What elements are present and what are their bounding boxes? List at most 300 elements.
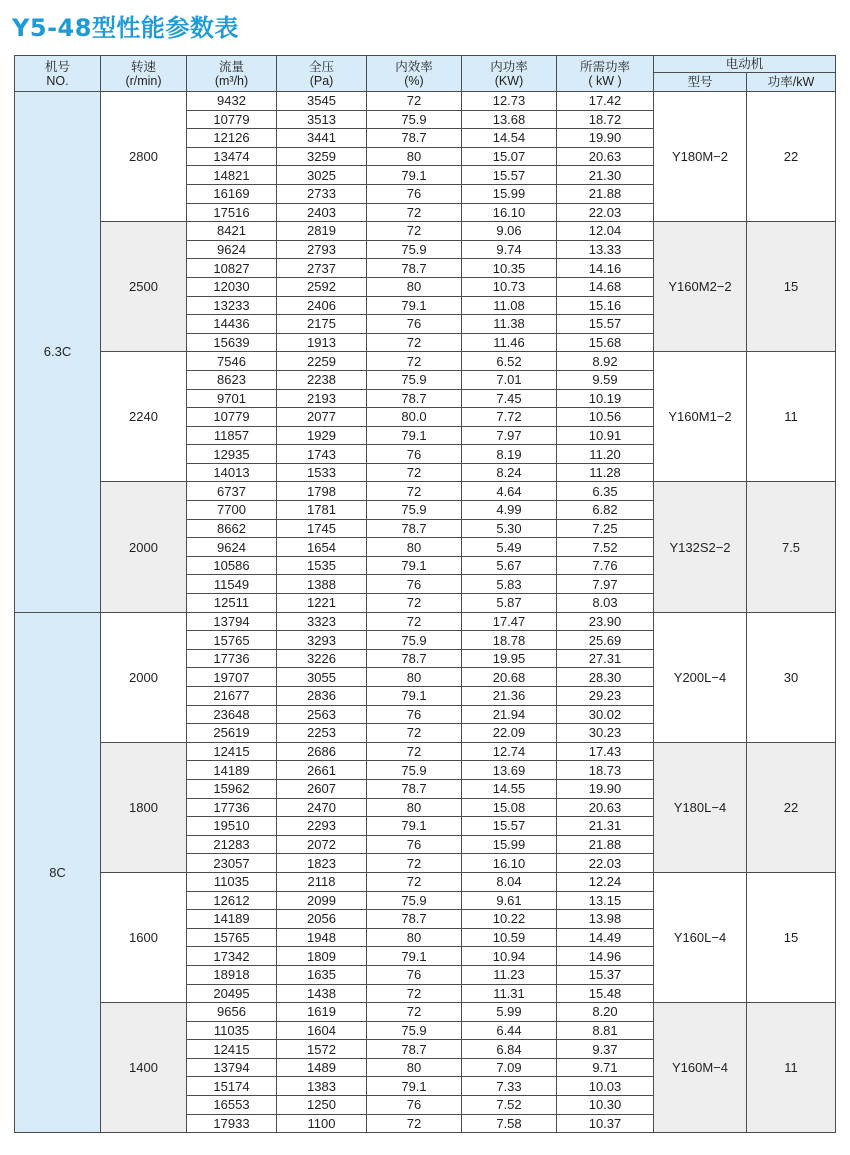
pressure-cell: 1383 [277,1077,367,1096]
pressure-cell: 2592 [277,277,367,296]
pressure-cell: 2737 [277,259,367,278]
internal-power-cell: 21.94 [462,705,557,724]
efficiency-cell: 80 [367,668,462,687]
internal-power-cell: 18.78 [462,631,557,650]
pressure-cell: 2293 [277,817,367,836]
pressure-cell: 2118 [277,872,367,891]
motor-type-cell: Y132S2−2 [654,482,747,612]
required-power-cell: 6.82 [557,501,654,520]
required-power-cell: 10.30 [557,1096,654,1115]
flow-cell: 17736 [187,798,277,817]
motor-power-cell: 22 [747,92,836,222]
required-power-cell: 8.03 [557,594,654,613]
required-power-cell: 14.16 [557,259,654,278]
required-power-cell: 10.03 [557,1077,654,1096]
flow-cell: 14013 [187,463,277,482]
flow-cell: 14189 [187,761,277,780]
flow-cell: 15639 [187,333,277,352]
pressure-cell: 3055 [277,668,367,687]
motor-type-cell: Y160M−4 [654,1003,747,1133]
efficiency-cell: 72 [367,203,462,222]
efficiency-cell: 76 [367,575,462,594]
pressure-cell: 1823 [277,854,367,873]
flow-cell: 15765 [187,631,277,650]
efficiency-cell: 80 [367,1058,462,1077]
internal-power-cell: 11.31 [462,984,557,1003]
efficiency-cell: 80 [367,538,462,557]
internal-power-cell: 10.59 [462,928,557,947]
required-power-cell: 12.04 [557,222,654,241]
pressure-cell: 1798 [277,482,367,501]
pressure-cell: 2470 [277,798,367,817]
table-row [15,482,836,501]
efficiency-cell: 80 [367,147,462,166]
flow-cell: 16553 [187,1096,277,1115]
internal-power-cell: 10.22 [462,910,557,929]
efficiency-cell: 80 [367,928,462,947]
flow-cell: 8421 [187,222,277,241]
pressure-cell: 1743 [277,445,367,464]
required-power-cell: 23.90 [557,612,654,631]
pressure-cell: 2733 [277,184,367,203]
flow-cell: 19707 [187,668,277,687]
efficiency-cell: 76 [367,1096,462,1115]
header-model: 机号 NO. [15,56,101,92]
flow-cell: 7700 [187,501,277,520]
efficiency-cell: 76 [367,445,462,464]
efficiency-cell: 72 [367,222,462,241]
pressure-cell: 2836 [277,687,367,706]
internal-power-cell: 15.99 [462,184,557,203]
flow-cell: 10586 [187,556,277,575]
required-power-cell: 20.63 [557,798,654,817]
internal-power-cell: 10.73 [462,277,557,296]
efficiency-cell: 78.7 [367,259,462,278]
pressure-cell: 2056 [277,910,367,929]
pressure-cell: 1929 [277,426,367,445]
efficiency-cell: 72 [367,724,462,743]
pressure-cell: 2563 [277,705,367,724]
header-efficiency: 内效率 (%) [367,56,462,92]
speed-cell: 2500 [101,222,187,352]
speed-cell: 2800 [101,92,187,222]
pressure-cell: 2259 [277,352,367,371]
required-power-cell: 15.57 [557,315,654,334]
required-power-cell: 13.98 [557,910,654,929]
table-row [15,92,836,111]
pressure-cell: 2819 [277,222,367,241]
pressure-cell: 1809 [277,947,367,966]
table-row [15,1003,836,1022]
flow-cell: 17516 [187,203,277,222]
motor-power-cell: 7.5 [747,482,836,612]
required-power-cell: 14.68 [557,277,654,296]
flow-cell: 12511 [187,594,277,613]
pressure-cell: 1533 [277,463,367,482]
internal-power-cell: 7.72 [462,408,557,427]
efficiency-cell: 72 [367,1114,462,1133]
internal-power-cell: 20.68 [462,668,557,687]
internal-power-cell: 10.94 [462,947,557,966]
efficiency-cell: 75.9 [367,1021,462,1040]
internal-power-cell: 4.99 [462,501,557,520]
table-row [15,872,836,891]
required-power-cell: 28.30 [557,668,654,687]
efficiency-cell: 78.7 [367,910,462,929]
efficiency-cell: 78.7 [367,129,462,148]
required-power-cell: 18.72 [557,110,654,129]
flow-cell: 11549 [187,575,277,594]
flow-cell: 13794 [187,1058,277,1077]
internal-power-cell: 15.99 [462,835,557,854]
flow-cell: 15962 [187,779,277,798]
motor-type-cell: Y160M1−2 [654,352,747,482]
required-power-cell: 10.19 [557,389,654,408]
speed-cell: 2000 [101,482,187,612]
flow-cell: 23648 [187,705,277,724]
efficiency-cell: 72 [367,594,462,613]
internal-power-cell: 6.52 [462,352,557,371]
efficiency-cell: 72 [367,854,462,873]
required-power-cell: 9.59 [557,370,654,389]
required-power-cell: 10.37 [557,1114,654,1133]
motor-power-cell: 11 [747,1003,836,1133]
speed-cell: 1800 [101,742,187,872]
pressure-cell: 1619 [277,1003,367,1022]
pressure-cell: 2099 [277,891,367,910]
speed-cell: 2240 [101,352,187,482]
required-power-cell: 15.68 [557,333,654,352]
pressure-cell: 3025 [277,166,367,185]
internal-power-cell: 15.57 [462,817,557,836]
flow-cell: 13474 [187,147,277,166]
table-row [15,612,836,631]
required-power-cell: 7.52 [557,538,654,557]
required-power-cell: 11.20 [557,445,654,464]
required-power-cell: 8.92 [557,352,654,371]
header-internal-power: 内功率 (KW) [462,56,557,92]
internal-power-cell: 14.55 [462,779,557,798]
internal-power-cell: 5.30 [462,519,557,538]
efficiency-cell: 76 [367,835,462,854]
pressure-cell: 2403 [277,203,367,222]
required-power-cell: 11.28 [557,463,654,482]
efficiency-cell: 72 [367,612,462,631]
efficiency-cell: 79.1 [367,687,462,706]
flow-cell: 21677 [187,687,277,706]
internal-power-cell: 9.74 [462,240,557,259]
motor-power-cell: 15 [747,872,836,1002]
motor-type-cell: Y160L−4 [654,872,747,1002]
pressure-cell: 1654 [277,538,367,557]
internal-power-cell: 8.19 [462,445,557,464]
required-power-cell: 30.02 [557,705,654,724]
efficiency-cell: 76 [367,315,462,334]
efficiency-cell: 75.9 [367,240,462,259]
required-power-cell: 7.97 [557,575,654,594]
efficiency-cell: 72 [367,742,462,761]
motor-type-cell: Y160M2−2 [654,222,747,352]
internal-power-cell: 11.38 [462,315,557,334]
pressure-cell: 2238 [277,370,367,389]
flow-cell: 19510 [187,817,277,836]
internal-power-cell: 17.47 [462,612,557,631]
flow-cell: 15765 [187,928,277,947]
pressure-cell: 1781 [277,501,367,520]
efficiency-cell: 78.7 [367,389,462,408]
efficiency-cell: 80.0 [367,408,462,427]
flow-cell: 15174 [187,1077,277,1096]
internal-power-cell: 7.52 [462,1096,557,1115]
flow-cell: 21283 [187,835,277,854]
pressure-cell: 3293 [277,631,367,650]
internal-power-cell: 5.83 [462,575,557,594]
flow-cell: 23057 [187,854,277,873]
internal-power-cell: 9.06 [462,222,557,241]
flow-cell: 9624 [187,240,277,259]
efficiency-cell: 75.9 [367,631,462,650]
required-power-cell: 10.56 [557,408,654,427]
table-row [15,742,836,761]
pressure-cell: 3545 [277,92,367,111]
internal-power-cell: 8.24 [462,463,557,482]
flow-cell: 17933 [187,1114,277,1133]
page-title: Y5-48型性能参数表 [12,14,239,42]
required-power-cell: 14.96 [557,947,654,966]
internal-power-cell: 13.68 [462,110,557,129]
required-power-cell: 21.88 [557,184,654,203]
internal-power-cell: 7.45 [462,389,557,408]
motor-type-cell: Y200L−4 [654,612,747,742]
internal-power-cell: 15.07 [462,147,557,166]
pressure-cell: 3323 [277,612,367,631]
efficiency-cell: 78.7 [367,649,462,668]
internal-power-cell: 14.54 [462,129,557,148]
flow-cell: 18918 [187,965,277,984]
pressure-cell: 1948 [277,928,367,947]
required-power-cell: 20.63 [557,147,654,166]
internal-power-cell: 12.73 [462,92,557,111]
internal-power-cell: 7.33 [462,1077,557,1096]
efficiency-cell: 72 [367,92,462,111]
required-power-cell: 13.33 [557,240,654,259]
pressure-cell: 2686 [277,742,367,761]
speed-cell: 2000 [101,612,187,742]
flow-cell: 14436 [187,315,277,334]
efficiency-cell: 72 [367,984,462,1003]
pressure-cell: 2607 [277,779,367,798]
flow-cell: 13794 [187,612,277,631]
required-power-cell: 29.23 [557,687,654,706]
efficiency-cell: 80 [367,277,462,296]
required-power-cell: 13.15 [557,891,654,910]
required-power-cell: 9.71 [557,1058,654,1077]
efficiency-cell: 72 [367,463,462,482]
pressure-cell: 1572 [277,1040,367,1059]
required-power-cell: 25.69 [557,631,654,650]
motor-power-cell: 11 [747,352,836,482]
motor-type-cell: Y180M−2 [654,92,747,222]
internal-power-cell: 8.04 [462,872,557,891]
pressure-cell: 3226 [277,649,367,668]
efficiency-cell: 79.1 [367,166,462,185]
flow-cell: 11857 [187,426,277,445]
internal-power-cell: 5.99 [462,1003,557,1022]
pressure-cell: 1745 [277,519,367,538]
pressure-cell: 2253 [277,724,367,743]
header-motor-power: 功率/kW [747,73,836,92]
required-power-cell: 22.03 [557,854,654,873]
pressure-cell: 1438 [277,984,367,1003]
flow-cell: 12126 [187,129,277,148]
flow-cell: 8662 [187,519,277,538]
model-cell: 6.3C [15,92,101,613]
flow-cell: 9432 [187,92,277,111]
flow-cell: 11035 [187,1021,277,1040]
efficiency-cell: 76 [367,705,462,724]
required-power-cell: 14.49 [557,928,654,947]
flow-cell: 12935 [187,445,277,464]
internal-power-cell: 19.95 [462,649,557,668]
required-power-cell: 7.25 [557,519,654,538]
flow-cell: 11035 [187,872,277,891]
internal-power-cell: 21.36 [462,687,557,706]
efficiency-cell: 75.9 [367,891,462,910]
performance-table [14,55,836,1133]
pressure-cell: 3441 [277,129,367,148]
table-row [15,352,836,371]
required-power-cell: 22.03 [557,203,654,222]
efficiency-cell: 79.1 [367,556,462,575]
internal-power-cell: 5.49 [462,538,557,557]
efficiency-cell: 76 [367,184,462,203]
efficiency-cell: 78.7 [367,779,462,798]
required-power-cell: 6.35 [557,482,654,501]
efficiency-cell: 75.9 [367,501,462,520]
pressure-cell: 1388 [277,575,367,594]
pressure-cell: 1100 [277,1114,367,1133]
pressure-cell: 3513 [277,110,367,129]
flow-cell: 8623 [187,370,277,389]
required-power-cell: 17.42 [557,92,654,111]
efficiency-cell: 79.1 [367,296,462,315]
flow-cell: 17342 [187,947,277,966]
required-power-cell: 15.16 [557,296,654,315]
internal-power-cell: 6.44 [462,1021,557,1040]
internal-power-cell: 22.09 [462,724,557,743]
internal-power-cell: 15.08 [462,798,557,817]
required-power-cell: 21.88 [557,835,654,854]
pressure-cell: 2406 [277,296,367,315]
efficiency-cell: 76 [367,965,462,984]
pressure-cell: 1913 [277,333,367,352]
internal-power-cell: 6.84 [462,1040,557,1059]
pressure-cell: 1250 [277,1096,367,1115]
internal-power-cell: 7.97 [462,426,557,445]
efficiency-cell: 80 [367,798,462,817]
pressure-cell: 2072 [277,835,367,854]
header-row [15,56,836,73]
motor-power-cell: 22 [747,742,836,872]
required-power-cell: 15.48 [557,984,654,1003]
efficiency-cell: 72 [367,872,462,891]
table-row [15,222,836,241]
required-power-cell: 27.31 [557,649,654,668]
efficiency-cell: 79.1 [367,947,462,966]
pressure-cell: 1604 [277,1021,367,1040]
internal-power-cell: 7.58 [462,1114,557,1133]
efficiency-cell: 72 [367,333,462,352]
internal-power-cell: 11.23 [462,965,557,984]
flow-cell: 12415 [187,1040,277,1059]
header-speed: 转速 (r/min) [101,56,187,92]
pressure-cell: 2793 [277,240,367,259]
required-power-cell: 21.31 [557,817,654,836]
required-power-cell: 7.76 [557,556,654,575]
flow-cell: 12415 [187,742,277,761]
efficiency-cell: 79.1 [367,817,462,836]
required-power-cell: 8.81 [557,1021,654,1040]
flow-cell: 7546 [187,352,277,371]
pressure-cell: 1635 [277,965,367,984]
efficiency-cell: 72 [367,1003,462,1022]
flow-cell: 9656 [187,1003,277,1022]
required-power-cell: 18.73 [557,761,654,780]
required-power-cell: 17.43 [557,742,654,761]
pressure-cell: 1221 [277,594,367,613]
efficiency-cell: 75.9 [367,370,462,389]
flow-cell: 14189 [187,910,277,929]
header-motor-type: 型号 [654,73,747,92]
flow-cell: 6737 [187,482,277,501]
motor-type-cell: Y180L−4 [654,742,747,872]
required-power-cell: 8.20 [557,1003,654,1022]
required-power-cell: 30.23 [557,724,654,743]
internal-power-cell: 16.10 [462,854,557,873]
internal-power-cell: 15.57 [462,166,557,185]
speed-cell: 1400 [101,1003,187,1133]
required-power-cell: 19.90 [557,779,654,798]
efficiency-cell: 75.9 [367,110,462,129]
efficiency-cell: 78.7 [367,1040,462,1059]
header-required-power: 所需功率 ( kW ) [557,56,654,92]
pressure-cell: 2077 [277,408,367,427]
internal-power-cell: 7.01 [462,370,557,389]
internal-power-cell: 16.10 [462,203,557,222]
flow-cell: 12612 [187,891,277,910]
pressure-cell: 2175 [277,315,367,334]
efficiency-cell: 72 [367,352,462,371]
flow-cell: 10827 [187,259,277,278]
internal-power-cell: 12.74 [462,742,557,761]
motor-power-cell: 30 [747,612,836,742]
pressure-cell: 3259 [277,147,367,166]
table-body [15,92,836,1133]
required-power-cell: 19.90 [557,129,654,148]
pressure-cell: 1535 [277,556,367,575]
internal-power-cell: 11.08 [462,296,557,315]
flow-cell: 16169 [187,184,277,203]
efficiency-cell: 79.1 [367,426,462,445]
required-power-cell: 21.30 [557,166,654,185]
flow-cell: 9701 [187,389,277,408]
efficiency-cell: 78.7 [367,519,462,538]
flow-cell: 10779 [187,110,277,129]
pressure-cell: 2193 [277,389,367,408]
flow-cell: 14821 [187,166,277,185]
flow-cell: 17736 [187,649,277,668]
flow-cell: 10779 [187,408,277,427]
